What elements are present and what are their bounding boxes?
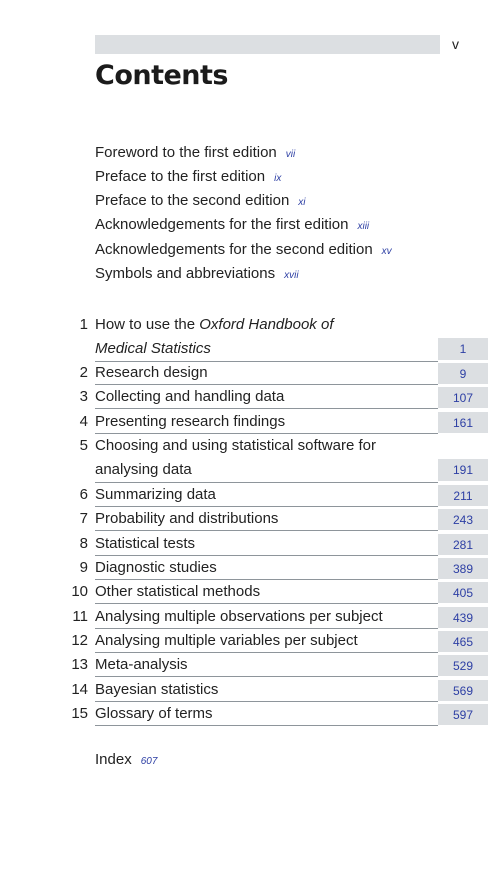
index-label: Index (95, 751, 132, 768)
chapter-title: Bayesian statistics (95, 681, 219, 698)
chapter-page: 107 (438, 387, 488, 408)
toc-chapter-row[interactable] (0, 679, 488, 702)
chapter-number: 12 (71, 632, 88, 649)
chapter-title: Research design (95, 364, 208, 381)
chapter-title: How to use the Oxford Handbook of (95, 316, 334, 333)
chapter-title-cont: analysing data (95, 461, 192, 478)
divider (95, 482, 438, 483)
divider (95, 555, 438, 556)
toc-chapter-row[interactable] (0, 703, 488, 726)
toc-chapter-row[interactable] (0, 435, 488, 483)
divider (95, 701, 438, 702)
toc-index-entry[interactable] (95, 751, 157, 768)
divider (95, 603, 438, 604)
chapter-number: 4 (79, 413, 88, 430)
divider (95, 652, 438, 653)
toc-chapter-row[interactable] (0, 508, 488, 531)
chapter-number: 6 (79, 486, 88, 503)
chapter-number: 10 (71, 583, 88, 600)
chapter-page: 1 (438, 338, 488, 360)
toc-front-entry[interactable] (95, 265, 299, 282)
chapter-page: 439 (438, 607, 488, 628)
toc-front-entry[interactable] (95, 216, 369, 233)
toc-front-page: xv (381, 246, 392, 257)
divider (95, 408, 438, 409)
divider (95, 530, 438, 531)
chapter-page: 211 (438, 485, 488, 506)
toc-front-label: Acknowledgements for the second edition (95, 241, 373, 258)
toc-chapter-row[interactable] (0, 654, 488, 677)
toc-chapter-row[interactable] (0, 314, 488, 362)
chapter-page: 281 (438, 534, 488, 555)
toc-front-entry[interactable] (95, 168, 281, 185)
chapter-title: Other statistical methods (95, 583, 261, 600)
toc-front-page: ix (274, 173, 282, 184)
chapter-number: 5 (79, 437, 88, 454)
chapter-title: Probability and distributions (95, 510, 279, 527)
chapter-number: 7 (79, 510, 88, 527)
toc-chapter-row[interactable] (0, 362, 488, 385)
divider (95, 384, 438, 385)
toc-front-label: Symbols and abbreviations (95, 265, 276, 282)
toc-chapter-row[interactable] (0, 606, 488, 629)
chapter-page: 9 (438, 363, 488, 384)
chapter-title: Diagnostic studies (95, 559, 217, 576)
divider (95, 628, 438, 629)
chapter-number: 8 (79, 535, 88, 552)
chapter-number: 1 (79, 316, 88, 333)
toc-chapter-row[interactable] (0, 630, 488, 653)
divider (95, 579, 438, 580)
chapter-page: 529 (438, 655, 488, 676)
chapter-number: 9 (79, 559, 88, 576)
chapter-number: 2 (79, 364, 88, 381)
chapter-title-cont: Medical Statistics (95, 340, 211, 357)
chapter-title: Summarizing data (95, 486, 216, 503)
chapter-page: 389 (438, 558, 488, 579)
toc-front-label: Preface to the second edition (95, 192, 290, 209)
toc-front-entry[interactable] (95, 192, 306, 209)
toc-front-page: xvii (284, 270, 299, 281)
toc-chapter-row[interactable] (0, 484, 488, 507)
toc-front-page: xiii (357, 221, 370, 232)
chapter-page: 569 (438, 680, 488, 701)
page-title: Contents (95, 60, 229, 91)
header-bar (95, 35, 440, 54)
chapter-number: 3 (79, 388, 88, 405)
chapter-title: Analysing multiple variables per subject (95, 632, 358, 649)
chapter-title: Statistical tests (95, 535, 196, 552)
chapter-title: Meta-analysis (95, 656, 188, 673)
chapter-title: Glossary of terms (95, 705, 213, 722)
chapter-page: 405 (438, 582, 488, 603)
chapter-number: 11 (72, 608, 88, 625)
chapter-number: 13 (71, 656, 88, 673)
toc-front-label: Foreword to the first edition (95, 144, 277, 161)
toc-front-entry[interactable] (95, 241, 392, 258)
toc-chapter-row[interactable] (0, 557, 488, 580)
toc-chapter-row[interactable] (0, 581, 488, 604)
chapter-title: Choosing and using statistical software for (95, 437, 376, 454)
divider (95, 676, 438, 677)
toc-chapter-row[interactable] (0, 411, 488, 434)
chapter-title: Analysing multiple observations per subject (95, 608, 383, 625)
divider (95, 433, 438, 434)
toc-front-label: Acknowledgements for the first edition (95, 216, 349, 233)
chapter-title: Presenting research findings (95, 413, 286, 430)
chapter-page: 191 (438, 459, 488, 481)
index-page: 607 (140, 756, 158, 767)
chapter-page: 243 (438, 509, 488, 530)
chapter-page: 597 (438, 704, 488, 725)
toc-chapter-row[interactable] (0, 533, 488, 556)
divider (95, 506, 438, 507)
chapter-page: 161 (438, 412, 488, 433)
chapter-number: 15 (71, 705, 88, 722)
toc-chapter-row[interactable] (0, 386, 488, 409)
toc-front-entry[interactable] (95, 144, 295, 161)
toc-front-page: xi (298, 197, 306, 208)
toc-front-page: vii (285, 149, 296, 160)
toc-front-label: Preface to the first edition (95, 168, 266, 185)
chapter-number: 14 (71, 681, 88, 698)
chapter-page: 465 (438, 631, 488, 652)
chapter-title: Collecting and handling data (95, 388, 285, 405)
page-folio: v (452, 36, 459, 52)
divider (95, 725, 438, 726)
